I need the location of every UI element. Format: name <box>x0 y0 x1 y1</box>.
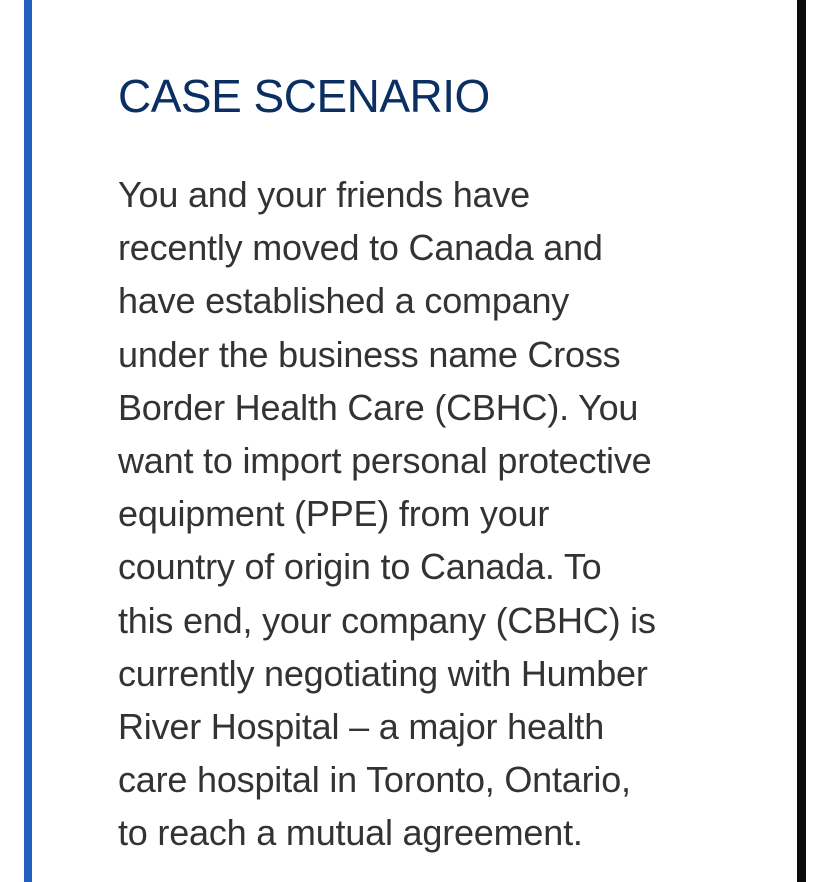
right-edge-bar <box>797 0 806 882</box>
case-scenario-title: CASE SCENARIO <box>118 70 490 122</box>
paragraph-line-10: currently negotiating with Humber <box>118 652 648 694</box>
paragraph-line-8: country of origin to Canada. To <box>118 546 602 588</box>
paragraph-line-9: this end, your company (CBHC) is <box>118 599 656 641</box>
case-scenario-card <box>32 0 797 882</box>
paragraph-line-6: want to import personal protective <box>118 440 652 482</box>
paragraph-line-11: River Hospital – a major health <box>118 706 605 748</box>
paragraph-line-12: care hospital in Toronto, Ontario, <box>118 759 631 801</box>
left-accent-bar <box>24 0 32 882</box>
case-scenario-paragraph <box>118 168 758 860</box>
paragraph-line-5: Border Health Care (CBHC). You <box>118 386 639 428</box>
paragraph-line-13: to reach a mutual agreement. <box>118 812 583 854</box>
paragraph-line-1: You and your friends have <box>118 174 530 215</box>
paragraph-line-4: under the business name Cross <box>118 333 621 375</box>
paragraph-line-3: have established a company <box>118 280 570 322</box>
paragraph-line-2: recently moved to Canada and <box>118 227 603 269</box>
paragraph-line-7: equipment (PPE) from your <box>118 493 550 535</box>
